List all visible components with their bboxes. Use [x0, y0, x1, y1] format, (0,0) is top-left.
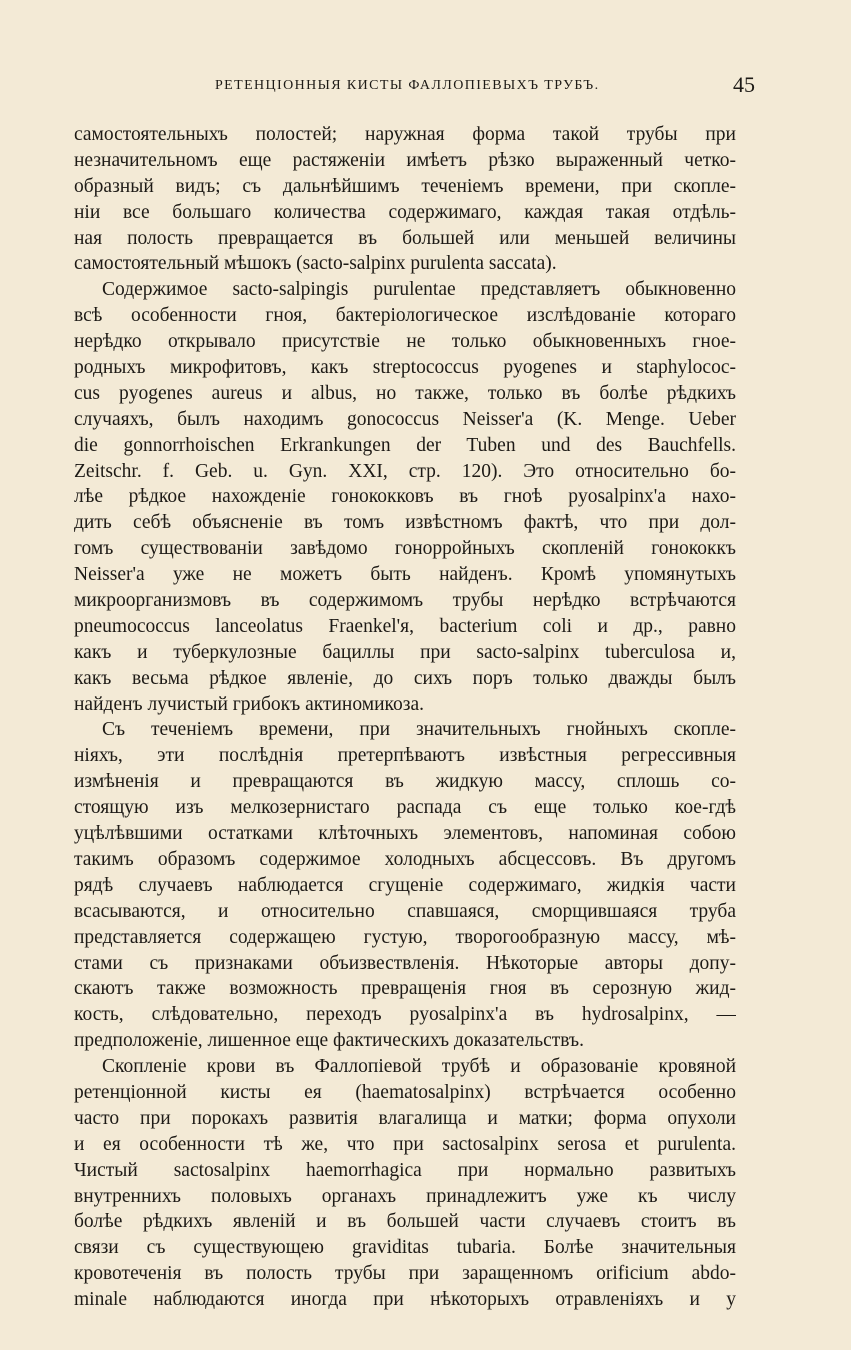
- text-line: связи съ существующею graviditas tubaria. Болѣе значительныя: [74, 1237, 736, 1259]
- text-line: и ея особенности тѣ же, что при sactosalpinx serosa et purulenta.: [74, 1133, 736, 1155]
- text-line: всѣ особенности гноя, бактеріологическое изслѣдованіе котораго: [74, 305, 736, 327]
- text-line: внутреннихъ половыхъ органахъ принадлежитъ уже къ числу: [74, 1185, 736, 1207]
- text-line: die gonnorrhoischen Erkrankungen der Tuben und des Bauchfells.: [74, 434, 736, 456]
- text-line: найденъ лучистый грибокъ актиномикоза.: [74, 693, 424, 715]
- text-line: родныхъ микрофитовъ, какъ streptococcus pyogenes и staphylococ-: [74, 357, 736, 379]
- page-number: 45: [733, 72, 755, 97]
- text-line: кость, слѣдовательно, переходъ pyosalpinx'а въ hydrosalpinx, —: [74, 1004, 736, 1026]
- text-line: Neisser'а уже не можетъ быть найденъ. Кромѣ упомянутыхъ: [74, 564, 736, 586]
- text-line: рядѣ случаевъ наблюдается сгущеніе содержимаго, жидкія части: [74, 874, 736, 896]
- text-line: Содержимое sacto-salpingis purulentae представляетъ обыкновенно: [102, 279, 736, 301]
- text-line: нерѣдко открывало присутствіе не только обыкновенныхъ гное-: [74, 331, 736, 353]
- text-line: ретенціонной кисты ея (haematosalpinx) встрѣчается особенно: [74, 1081, 736, 1103]
- text-line: лѣе рѣдкое нахожденіе гонококковъ въ гноѣ pyosalpinx'а нахо-: [74, 486, 736, 508]
- text-line: случаяхъ, былъ находимъ gonococcus Neisser'a (K. Menge. Ueber: [74, 408, 736, 430]
- text-line: какъ весьма рѣдкое явленіе, до сихъ поръ только дважды былъ: [74, 667, 736, 689]
- text-line: скаютъ также возможность превращенія гноя въ серозную жид-: [74, 978, 736, 1000]
- text-line: cus pyogenes aureus и albus, но также, только въ болѣе рѣдкихъ: [74, 382, 736, 404]
- text-line: дить себѣ объясненіе въ томъ извѣстномъ фактѣ, что при дол-: [74, 512, 736, 534]
- body-text: [74, 122, 736, 1313]
- text-line: Съ теченіемъ времени, при значительныхъ гнойныхъ скопле-: [102, 719, 736, 741]
- text-line: микроорганизмовъ въ содержимомъ трубы нерѣдко встрѣчаются: [74, 590, 736, 612]
- text-line: предположеніе, лишенное еще фактическихъ доказательствъ.: [74, 1030, 584, 1052]
- text-line: ніяхъ, эти послѣднія претерпѣваютъ извѣстныя регрессивныя: [74, 745, 736, 767]
- text-line: стоящую изъ мелкозернистаго распада съ еще только кое-гдѣ: [74, 797, 736, 819]
- text-line: Скопленіе крови въ Фаллопіевой трубѣ и образованіе кровяной: [102, 1056, 736, 1078]
- text-line: ніи все большаго количества содержимаго, каждая такая отдѣль-: [74, 201, 736, 223]
- running-head: РЕТЕНЦІОННЫЯ КИСТЫ ФАЛЛОПІЕВЫХЪ ТРУБЪ.: [215, 78, 600, 93]
- text-line: часто при порокахъ развитія влагалища и матки; форма опухоли: [74, 1107, 736, 1129]
- text-line: какъ и туберкулозные бациллы при sacto-salpinx tuberculosa и,: [74, 641, 736, 663]
- text-line: измѣненія и превращаются въ жидкую массу, сплошь со-: [74, 771, 736, 793]
- text-line: кровотеченія въ полость трубы при заращенномъ orificium abdo-: [74, 1263, 736, 1285]
- text-line: такимъ образомъ содержимое холодныхъ абсцессовъ. Въ другомъ: [74, 848, 736, 870]
- page-header: [215, 72, 755, 104]
- text-line: Zeitschr. f. Geb. u. Gyn. XXI, стр. 120). Это относительно бо-: [74, 460, 736, 482]
- text-line: представляется содержащею густую, творогообразную массу, мѣ-: [74, 926, 736, 948]
- text-line: стами съ признаками объизвествленія. Нѣкоторые авторы допу-: [74, 952, 736, 974]
- text-line: уцѣлѣвшими остатками клѣточныхъ элементовъ, напоминая собою: [74, 823, 736, 845]
- text-line: minale наблюдаются иногда при нѣкоторыхъ отравленіяхъ и у: [74, 1289, 736, 1311]
- text-line: образный видъ; съ дальнѣйшимъ теченіемъ времени, при скопле-: [74, 175, 736, 197]
- text-line: самостоятельныхъ полостей; наружная форма такой трубы при: [74, 124, 736, 145]
- text-line: ная полость превращается въ большей или меньшей величины: [74, 227, 736, 249]
- text-line: всасываются, и относительно спавшаяся, сморщившаяся труба: [74, 900, 736, 922]
- text-line: самостоятельный мѣшокъ (sacto-salpinx purulenta saccata).: [74, 253, 557, 275]
- text-line: Чистый sactosalpinx haemorrhagica при нормально развитыхъ: [74, 1159, 736, 1181]
- text-line: незначительномъ еще растяженіи имѣетъ рѣзко выраженный четко-: [74, 149, 736, 171]
- text-line: гомъ существованіи завѣдомо гонорройныхъ скопленій гонококкъ: [74, 538, 736, 560]
- text-line: pneumococcus lanceolatus Fraenkel'я, bacterium coli и др., равно: [74, 615, 736, 637]
- text-line: болѣе рѣдкихъ явленій и въ большей части случаевъ стоитъ въ: [74, 1211, 736, 1233]
